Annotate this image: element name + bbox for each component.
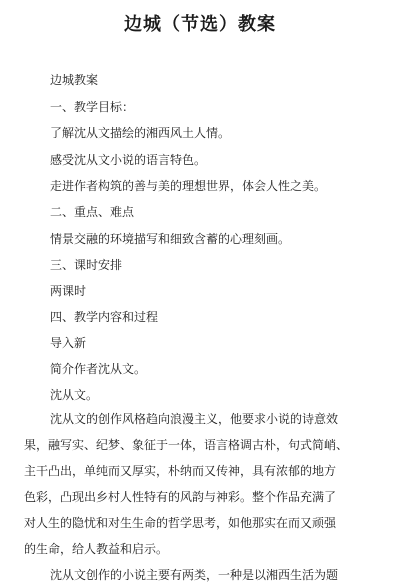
doc-line: 走进作者构筑的善与美的理想世界，体会人性之美。 xyxy=(50,179,327,193)
doc-line-section-3: 三、课时安排 xyxy=(50,258,123,272)
doc-line-section-2: 二、重点、难点 xyxy=(50,205,135,219)
doc-line: 两课时 xyxy=(50,284,87,298)
paragraph-line: 主干凸出，单纯而又厚实，朴纳而又传神，具有浓郁的地方 xyxy=(24,464,337,478)
doc-line-section-1: 一、教学目标： xyxy=(50,100,135,114)
document-title: 边城（节选）教案 xyxy=(124,14,276,35)
paragraph-line: 沈从文的创作风格趋向浪漫主义，他要求小说的诗意效 xyxy=(50,412,339,426)
doc-line: 导入新 xyxy=(50,336,87,350)
paragraph-line: 沈从文创作的小说主要有两类，一种是以湘西生活为题 xyxy=(50,568,339,582)
doc-line: 简介作者沈从文。 xyxy=(50,362,147,376)
doc-line-section-4: 四、教学内容和过程 xyxy=(50,310,159,324)
doc-line: 情景交融的环境描写和细致含蓄的心理刻画。 xyxy=(50,232,291,246)
doc-line: 沈从文。 xyxy=(50,388,99,402)
body-paragraph xyxy=(24,406,372,588)
doc-line: 感受沈从文小说的语言特色。 xyxy=(50,153,207,167)
paragraph-line: 的生命，给人教益和启示。 xyxy=(24,542,169,556)
doc-line-heading: 边城教案 xyxy=(50,73,99,87)
doc-line: 了解沈从文描绘的湘西风土人情。 xyxy=(50,126,231,140)
paragraph-line: 色彩，凸现出乡村人性特有的风韵与神彩。整个作品充满了 xyxy=(24,490,337,504)
paragraph-line: 对人生的隐忧和对生生命的哲学思考，如他那实在而又顽强 xyxy=(24,516,337,530)
paragraph-line: 果，融写实、纪梦、象征于一体，语言格调古朴，句式简峭、 xyxy=(24,438,349,452)
